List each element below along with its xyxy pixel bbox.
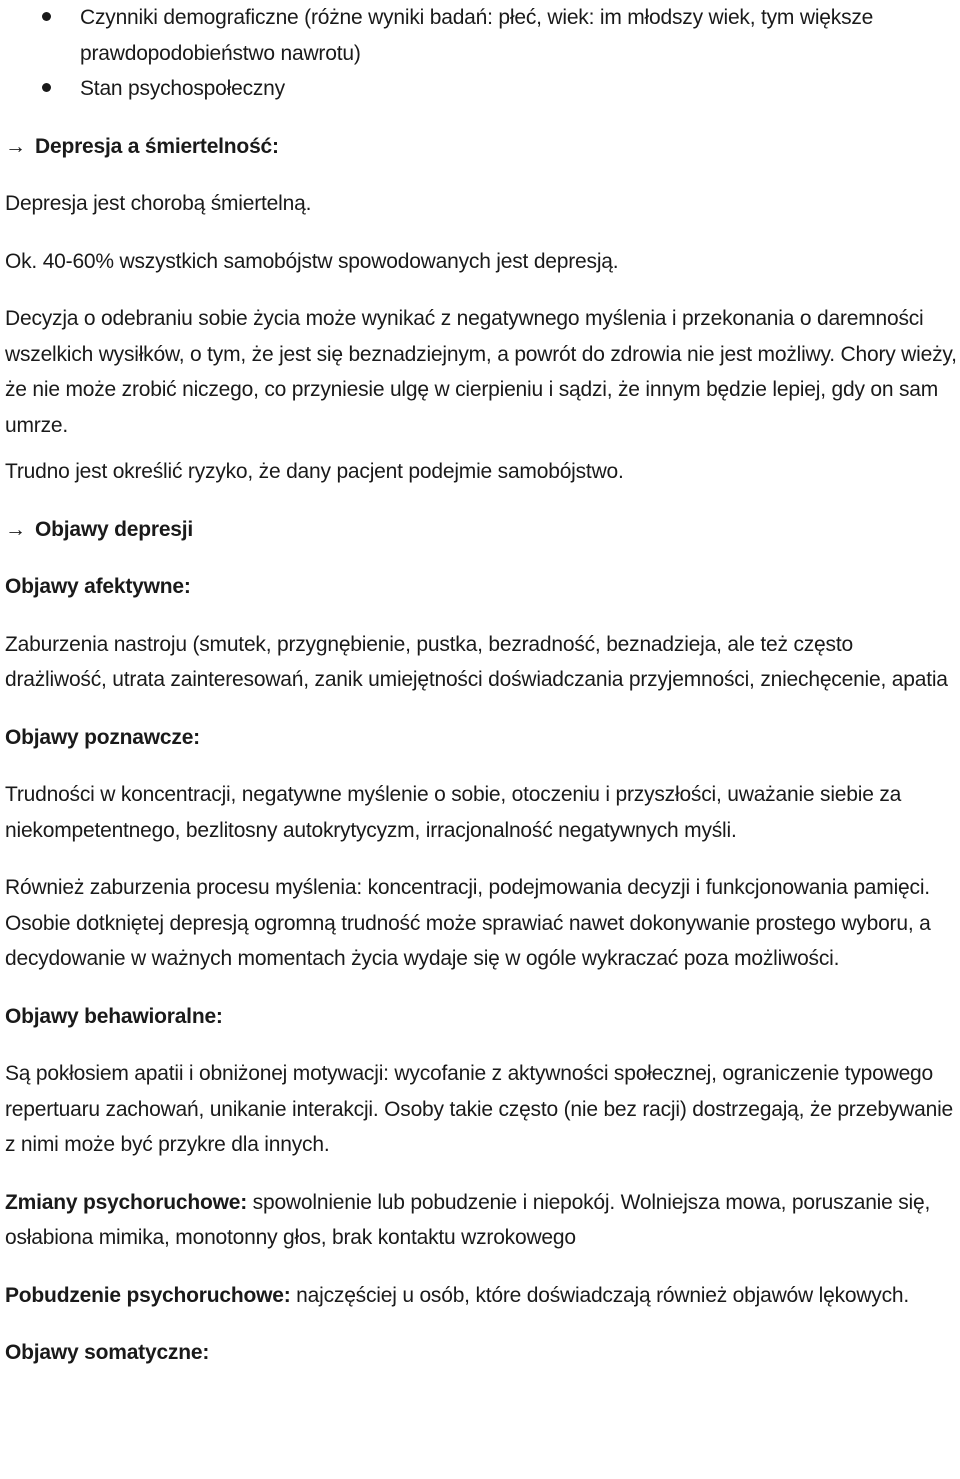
paragraph: Decyzja o odebraniu sobie życia może wynikać z negatywnego myślenia i przekonania o daremności wszelkich wysiłków, o tym, że jest się beznadziejnym, a powrót do zdrowia nie jest możliwy. Chory wieży, że nie może zrobić niczego, co przyniesie ulgę w cierpieniu i sądzi, że innym będzie lepiej, gdy on sam umrze. [5,307,957,437]
paragraph: Również zaburzenia procesu myślenia: koncentracji, podejmowania decyzji i funkcjonowania pamięci. Osobie dotkniętej depresją ogromną trudność może sprawiać nawet dokonywanie prostego wyboru, a decydowanie w ważnych momentach życia wydaje się w ogóle wykraczać poza możliwości. [5,876,931,970]
bullet-list [5,0,960,107]
section-heading-mortality [5,129,960,165]
section-heading-symptoms [5,512,960,548]
inline-text: najczęściej u osób, które doświadczają również objawów lękowych. [290,1283,910,1307]
bullet-icon [42,83,51,92]
inline-text: spowolnienie lub pobudzenie i niepokój. Wolniejsza mowa, poruszanie się, osłabiona mimika, monotonny głos, brak kontaktu wzrokowego [5,1190,931,1249]
paragraph: Ok. 40-60% wszystkich samobójstw spowodowanych jest depresją. [5,249,619,273]
subheading-affective: Objawy afektywne: [5,575,191,598]
paragraph-psychomotor [5,1185,960,1256]
inline-label: Pobudzenie psychoruchowe: [5,1283,291,1307]
arrow-right-icon: → [5,517,26,541]
paragraph-agitation [5,1278,960,1314]
paragraph: Depresja jest chorobą śmiertelną. [5,192,312,215]
document-page [5,0,960,1371]
paragraph: Trudno jest określić ryzyko, że dany pacjent podejmie samobójstwo. [5,460,624,483]
paragraph: Są pokłosiem apatii i obniżonej motywacji: wycofanie z aktywności społecznej, ograniczenie typowego repertuaru zachowań, unikanie interakcji. Osoby takie często (nie bez racji) dostrzegają, że przebywanie z nimi może być przykre dla innych. [5,1062,954,1156]
subheading-behavioral: Objawy behawioralne: [5,1004,223,1028]
paragraph: Zaburzenia nastroju (smutek, przygnębienie, pustka, bezradność, beznadzieja, ale też często drażliwość, utrata zainteresowań, zanik umiejętności doświadczania przyjemności, zniechęcenie, apatia [5,632,948,691]
heading-text: Depresja a śmiertelność: [35,134,279,158]
heading-text: Objawy depresji [35,517,194,541]
bullet-text: Czynniki demograficzne (różne wyniki badań: płeć, wiek: im młodszy wiek, tym większe prawdopodobieństwo nawrotu) [80,6,874,65]
inline-label: Zmiany psychoruchowe: [5,1190,248,1214]
arrow-right-icon: → [5,134,26,158]
list-item [5,71,960,107]
paragraph: Trudności w koncentracji, negatywne myślenie o sobie, otoczeniu i przyszłości, uważanie siebie za niekompetentnego, bezlitosny autokrytycyzm, irracjonalność negatywnych myśli. [5,783,902,842]
list-item [5,0,960,71]
bullet-icon [42,12,51,21]
subheading-cognitive: Objawy poznawcze: [5,725,200,749]
subheading-somatic: Objawy somatyczne: [5,1341,210,1364]
bullet-text: Stan psychospołeczny [80,77,285,100]
